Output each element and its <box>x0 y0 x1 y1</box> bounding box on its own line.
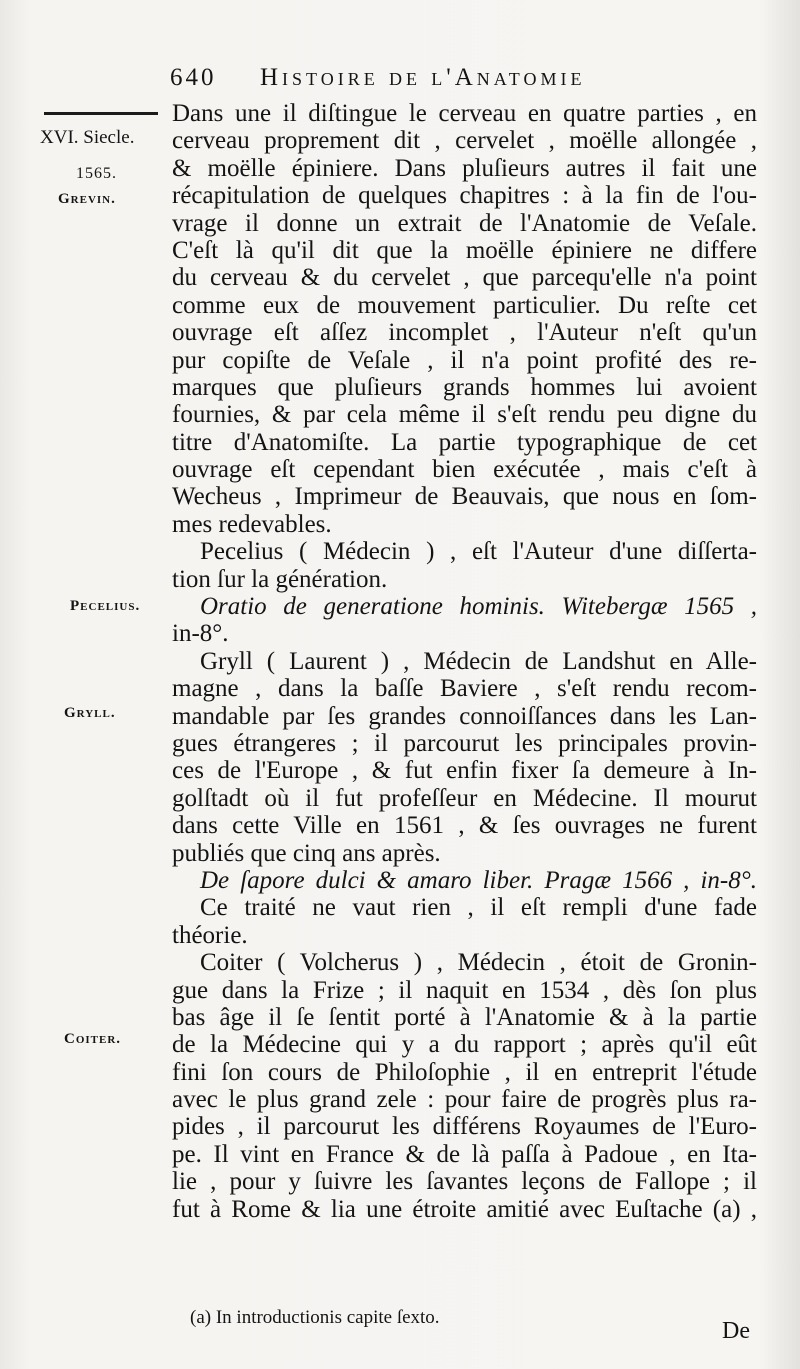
text-line: du cerveau & du cervelet , que parcequ'elle n'a point <box>172 264 757 292</box>
text-line: théorie. <box>172 921 248 949</box>
footnote: (a) In introductionis capite ſexto. <box>190 1307 440 1328</box>
text-line: golſtadt où il fut profeſſeur en Médecine. Il mourut <box>172 784 757 812</box>
text-line: publiés que cinq ans après. <box>172 839 441 867</box>
text-line: C'eſt là qu'il dit que la moëlle épiniere ne differe <box>172 236 757 264</box>
text-line: ces de l'Europe , & fut enfin fixer ſa demeure à In- <box>172 757 757 785</box>
text-line: Gryll ( Laurent ) , Médecin de Landshut en Alle- <box>200 647 757 675</box>
text-line: in-8°. <box>172 620 229 648</box>
text-line: pur copiſte de Veſale , il n'a point profité des re- <box>172 346 757 374</box>
text-line: & moëlle épiniere. Dans pluſieurs autres il fait une <box>172 154 757 182</box>
text-line: récapitulation de quelques chapitres : à la fin de l'ou- <box>172 182 757 210</box>
text-line: tion ſur la génération. <box>172 565 388 593</box>
text-line: lie , pour y ſuivre les ſavantes leçons de Fallope ; il <box>172 1168 757 1196</box>
title-line: Oratio de generatione hominis. Witebergæ 1565 , <box>200 593 757 621</box>
text-line: marques que pluſieurs grands hommes lui avoient <box>172 373 757 401</box>
text-line: fournies, & par cela même il s'eſt rendu peu digne du <box>172 401 757 429</box>
margin-note-coiter: Coiter. <box>64 1031 122 1047</box>
text-line: de la Médecine qui y a du rapport ; après qu'il eût <box>172 1031 757 1059</box>
body-text <box>172 100 757 1223</box>
text-line: comme eux de mouvement particulier. Du reſte cet <box>172 291 757 319</box>
text-line: gues étrangeres ; il parcourut les principales provin- <box>172 729 757 757</box>
text-line: Wecheus , Imprimeur de Beauvais, que nous en ſom- <box>172 483 757 511</box>
text-line: Pecelius ( Médecin ) , eſt l'Auteur d'une diſſerta- <box>200 538 757 566</box>
margin-rule <box>44 112 158 115</box>
text-line: ouvrage eſt cependant bien exécutée , mais c'eſt à <box>172 456 757 484</box>
margin-note-year: 1565. <box>76 165 117 182</box>
text-line: pides , il parcourut les différens Royaumes de l'Euro- <box>172 1113 757 1141</box>
running-title: Histoire de l'Anatomie <box>260 64 586 91</box>
text-line: avec le plus grand zele : pour faire de progrès plus ra- <box>172 1086 757 1114</box>
catchword: De <box>722 1318 750 1344</box>
text-line: vrage il donne un extrait de l'Anatomie de Veſale. <box>172 209 757 237</box>
margin-note-gryll: Gryll. <box>64 705 116 721</box>
margin-note-pecelius: Pecelius. <box>70 598 141 614</box>
text-line: magne , dans la baſſe Baviere , s'eſt rendu recom- <box>172 675 757 703</box>
margin-note-century: XVI. Siecle. <box>40 127 135 148</box>
title-line: De ſapore dulci & amaro liber. Pragæ 1566 , in-8°. <box>200 866 757 894</box>
text-line: ouvrage eſt aſſez incomplet , l'Auteur n'eſt qu'un <box>172 319 757 347</box>
text-line: mes redevables. <box>172 510 332 538</box>
text-line: bas âge il ſe ſentit porté à l'Anatomie & à la partie <box>172 1003 757 1031</box>
text-line: cerveau proprement dit , cervelet , moëlle allongée , <box>172 127 757 155</box>
text-line: dans cette Ville en 1561 , & ſes ouvrages ne furent <box>172 812 757 840</box>
text-line: mandable par ſes grandes connoiſſances dans les Lan- <box>172 702 757 730</box>
text-line: Coiter ( Volcherus ) , Médecin , étoit de Gronin- <box>200 949 757 977</box>
text-line: Ce traité ne vaut rien , il eſt rempli d'une fade <box>200 894 757 922</box>
text-line: pe. Il vint en France & de là paſſa à Padoue , en Ita- <box>172 1140 757 1168</box>
text-line: gue dans la Frize ; il naquit en 1534 , dès ſon plus <box>172 976 757 1004</box>
page-number: 640 <box>170 64 217 91</box>
text-line: Dans une il diſtingue le cerveau en quatre parties , en <box>172 100 757 127</box>
text-line: titre d'Anatomiſte. La partie typographique de cet <box>172 428 757 456</box>
running-head <box>170 64 770 104</box>
text-line: fut à Rome & lia une étroite amitié avec Euſtache (a) , <box>172 1195 757 1223</box>
margin-note-grevin: Grevin. <box>58 191 116 207</box>
text-line: fini ſon cours de Philoſophie , il en entreprit l'étude <box>172 1058 757 1086</box>
